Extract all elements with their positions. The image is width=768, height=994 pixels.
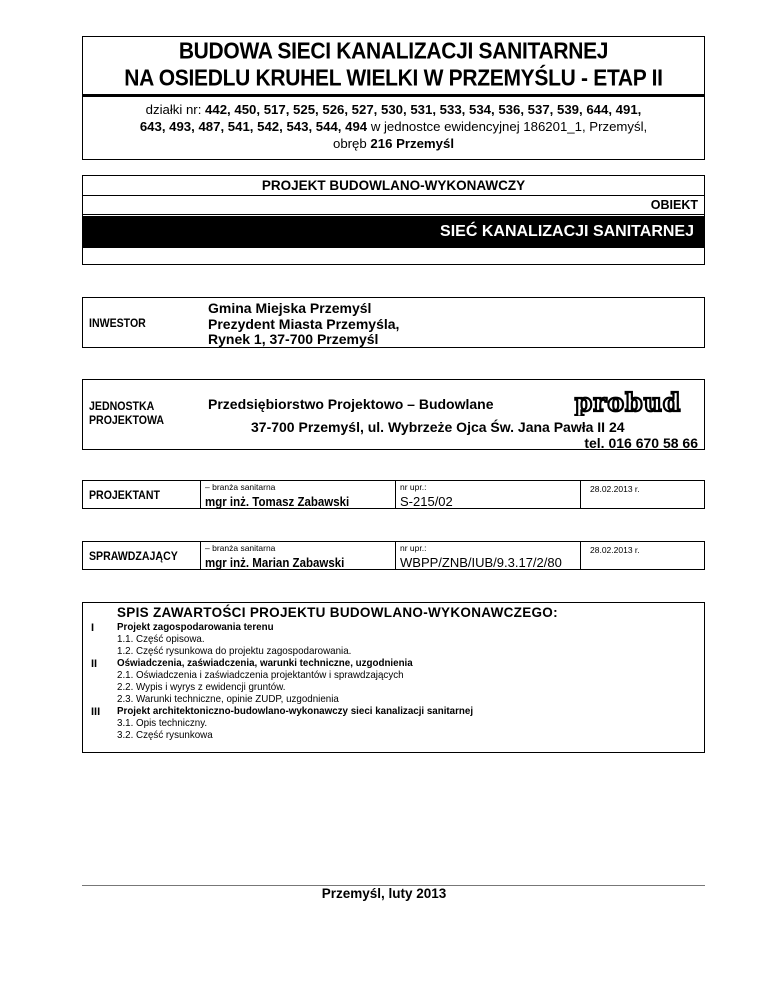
checker-label: SPRAWDZAJĄCY: [89, 551, 178, 563]
toc-section-title: Oświadczenia, zaświadczenia, warunki techniczne, uzgodnienia: [117, 658, 413, 669]
design-unit-name: Przedsiębiorstwo Projektowo – Budowlane: [208, 396, 494, 412]
toc-item: 1.1. Część opisowa.: [117, 634, 205, 645]
toc-section-num: II: [91, 658, 98, 670]
plots-numbers-1: 442, 450, 517, 525, 526, 527, 530, 531, 533, 534, 536, 537, 539, 644, 491,: [205, 102, 642, 117]
title-divider: [83, 94, 704, 97]
designer-date-cell: [580, 481, 705, 508]
title-line-2: NA OSIEDLU KRUHEL WIELKI W PRZEMYŚLU - ETAP II: [124, 66, 663, 91]
designer-name: mgr inż. Tomasz Zabawski: [205, 495, 350, 509]
investor-block: [82, 297, 705, 348]
investor-line-1: Gmina Miejska Przemyśl: [208, 300, 372, 316]
toc-section-title: Projekt zagospodarowania terenu: [117, 622, 274, 633]
plots-prefix: działki nr:: [145, 102, 202, 117]
checker-permit: WBPP/ZNB/IUB/9.3.17/2/80: [400, 555, 562, 570]
checker-permit-cell: [395, 542, 581, 569]
checker-branch: – branża sanitarna: [205, 543, 276, 553]
footer-place-date: Przemyśl, luty 2013: [321, 886, 447, 901]
checker-permit-label: nr upr.:: [400, 543, 427, 553]
title-block: [82, 36, 705, 160]
toc-section-title: Projekt architektoniczno-budowlano-wykonawczy sieci kanalizacji sanitarnej: [117, 706, 474, 717]
investor-value: [208, 301, 399, 348]
project-block: [82, 175, 705, 265]
checker-row: [82, 541, 705, 570]
designer-permit-cell: [395, 481, 581, 508]
probud-logo-icon: [563, 390, 693, 416]
plots-district-prefix: obręb: [333, 136, 367, 151]
designer-permit: S-215/02: [400, 494, 453, 509]
project-type: PROJEKT BUDOWLANO-WYKONAWCZY: [83, 176, 704, 196]
toc-section-num: III: [91, 706, 101, 718]
checker-name: mgr inż. Marian Zabawski: [205, 556, 345, 570]
toc-section-num: I: [91, 622, 95, 634]
toc-heading: SPIS ZAWARTOŚCI PROJEKTU BUDOWLANO-WYKONAWCZEGO:: [117, 605, 558, 620]
toc-item: 2.3. Warunki techniczne, opinie ZUDP, uzgodnienia: [117, 694, 339, 705]
plots-numbers-2: 643, 493, 487, 541, 542, 543, 544, 494: [139, 119, 368, 134]
checker-date: 28.02.2013 r.: [590, 545, 640, 555]
design-unit-label-2: PROJEKTOWA: [89, 415, 165, 427]
plot-numbers: [87, 101, 700, 152]
empty-row: [83, 247, 704, 267]
title-line-1: BUDOWA SIECI KANALIZACJI SANITARNEJ: [178, 39, 609, 64]
toc-item: 3.1. Opis techniczny.: [117, 718, 208, 729]
investor-line-3: Rynek 1, 37-700 Przemyśl: [208, 331, 379, 347]
plots-unit: w jednostce ewidencyjnej 186201_1, Przemyśl,: [370, 119, 648, 134]
design-unit-block: [82, 379, 705, 450]
investor-line-2: Prezydent Miasta Przemyśla,: [208, 315, 400, 332]
toc-item: 3.2. Część rysunkowa: [117, 730, 213, 741]
designer-branch: – branża sanitarna: [205, 482, 276, 492]
svg-text:probud: probud: [574, 390, 682, 416]
investor-label: INWESTOR: [89, 318, 146, 330]
design-unit-label-1: JEDNOSTKA: [89, 401, 155, 413]
designer-name-cell: [200, 481, 396, 508]
checker-date-cell: [580, 542, 705, 569]
object-name: SIEĆ KANALIZACJI SANITARNEJ: [83, 216, 704, 247]
toc-item: 2.1. Oświadczenia i zaświadczenia projektantów i sprawdzających: [117, 670, 404, 681]
table-of-contents: [82, 602, 705, 753]
checker-name-cell: [200, 542, 396, 569]
designer-date: 28.02.2013 r.: [590, 484, 640, 494]
plots-district: 216 Przemyśl: [370, 136, 454, 151]
design-unit-phone: tel. 016 670 58 66: [584, 435, 698, 451]
toc-item: 2.2. Wypis i wyrys z ewidencji gruntów.: [117, 682, 286, 693]
design-unit-address: 37-700 Przemyśl, ul. Wybrzeże Ojca Św. Jana Pawła II 24: [251, 419, 625, 435]
designer-permit-label: nr upr.:: [400, 482, 427, 492]
designer-row: [82, 480, 705, 509]
object-label: OBIEKT: [83, 195, 704, 215]
toc-item: 1.2. Część rysunkowa do projektu zagospodarowania.: [117, 646, 352, 657]
designer-label: PROJEKTANT: [89, 490, 160, 502]
